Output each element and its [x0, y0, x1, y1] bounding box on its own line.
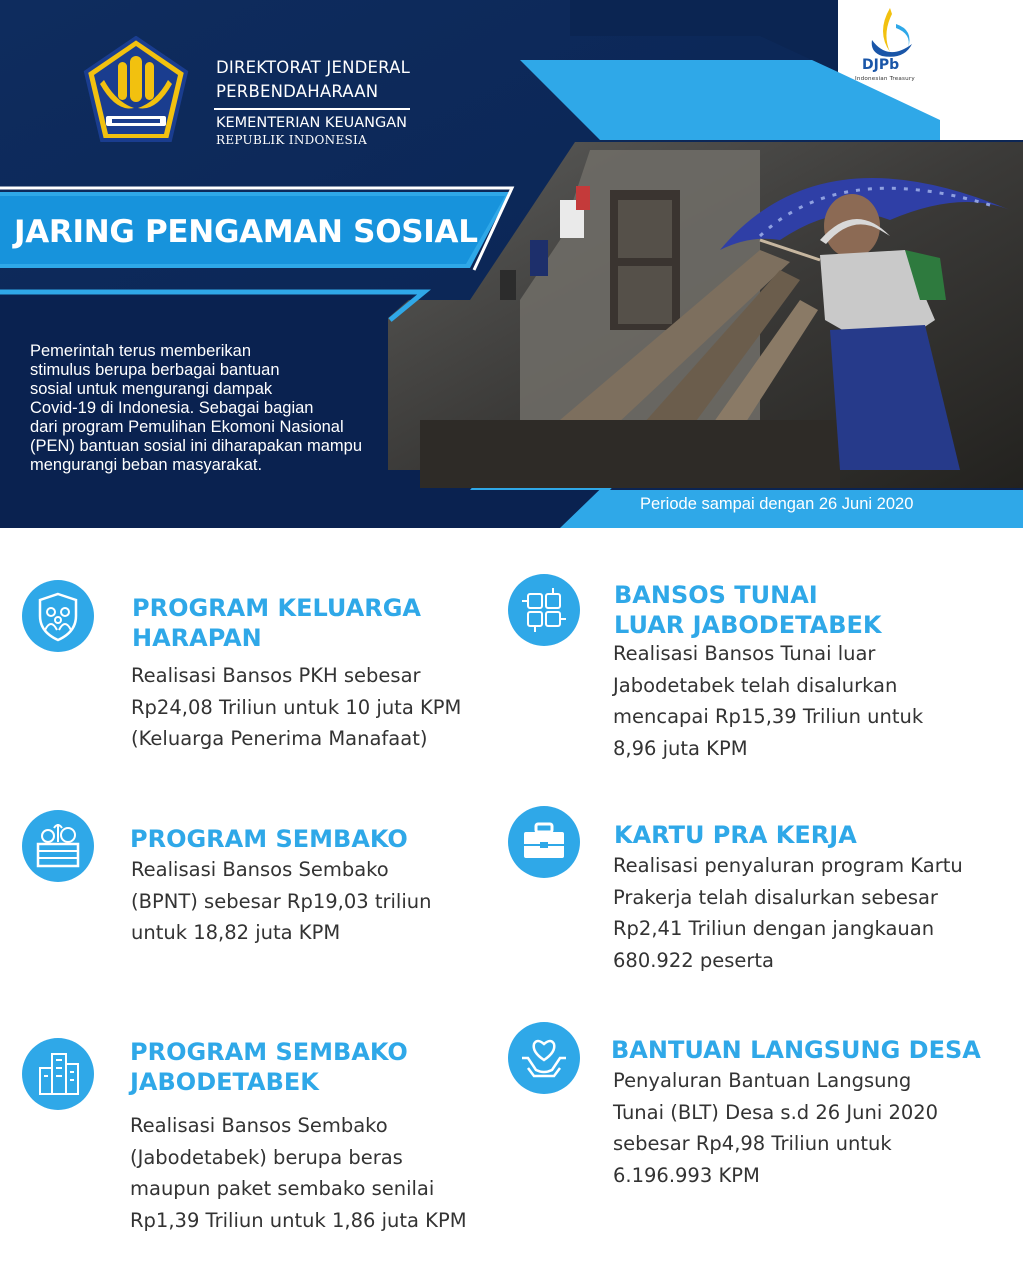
program-icon-circle — [508, 574, 580, 646]
program-desc-line: Rp1,39 Triliun untuk 1,86 juta KPM — [130, 1208, 467, 1232]
program-desc-line: (BPNT) sebesar Rp19,03 triliun — [131, 889, 432, 913]
program-desc-line: Realisasi Bansos PKH sebesar — [131, 664, 421, 687]
header-banner — [0, 0, 1023, 528]
program-desc-line: mencapai Rp15,39 Triliun untuk — [613, 705, 924, 728]
program-title-line: PROGRAM SEMBAKO — [130, 825, 408, 853]
program-desc-line: Rp2,41 Triliun dengan jangkauan — [613, 917, 935, 940]
program-title-line: BANTUAN LANGSUNG DESA — [611, 1036, 981, 1064]
program-title-line: KARTU PRA KERJA — [614, 821, 857, 849]
intro-line: mengurangi beban masyarakat. — [30, 456, 263, 474]
intro-line: Covid-19 di Indonesia. Sebagai bagian — [30, 399, 314, 417]
program-desc-line: Prakerja telah disalurkan sebesar — [613, 885, 938, 909]
program-desc-line: Rp24,08 Triliun untuk 10 juta KPM — [131, 695, 462, 719]
heart-hands-icon — [508, 1022, 580, 1094]
program-desc-line: 8,96 juta KPM — [613, 736, 748, 760]
djpb-logo-text: DJPb — [862, 57, 900, 73]
briefcase-icon — [508, 806, 580, 878]
program-title — [130, 824, 408, 854]
program-desc-line: 6.196.993 KPM — [613, 1163, 760, 1187]
program-desc-line: Penyaluran Bantuan Langsung — [613, 1069, 912, 1092]
program-desc-line: Realisasi Bansos Tunai luar — [613, 642, 876, 665]
intro-line: (PEN) bantuan sosial ini diharapakan mampu — [30, 437, 363, 455]
period-label: Periode sampai dengan 26 Juni 2020 — [640, 495, 914, 513]
ministry-name: KEMENTERIAN KEUANGAN — [216, 115, 407, 131]
program-icon-circle — [22, 810, 94, 882]
program-item-pkh — [22, 580, 502, 760]
program-title — [614, 580, 881, 640]
country-name: REPUBLIK INDONESIA — [216, 133, 368, 147]
food-basket-icon — [22, 810, 94, 882]
program-title-line: HARAPAN — [132, 624, 262, 652]
program-desc-line: Tunai (BLT) Desa s.d 26 Juni 2020 — [613, 1100, 939, 1124]
program-desc-line: untuk 18,82 juta KPM — [131, 921, 341, 944]
program-desc-line: (Keluarga Penerima Manafaat) — [131, 727, 428, 750]
program-item-bansos-tunai — [508, 574, 1008, 764]
org-divider — [214, 108, 410, 110]
program-description — [131, 660, 461, 755]
program-description — [131, 854, 432, 949]
program-title-line: PROGRAM SEMBAKO — [130, 1038, 408, 1066]
program-desc-line: 680.922 peserta — [613, 948, 774, 972]
program-item-kartu-prakerja — [508, 806, 1008, 986]
program-title — [614, 820, 857, 850]
intro-line: stimulus berupa berbagai bantuan — [30, 361, 280, 379]
program-desc-line: Jabodetabek telah disalurkan — [613, 673, 898, 697]
program-item-blt-desa — [508, 1022, 1013, 1202]
program-desc-line: sebesar Rp4,98 Triliun untuk — [613, 1132, 892, 1155]
intro-line: sosial untuk mengurangi dampak — [30, 380, 273, 398]
program-title-line: LUAR JABODETABEK — [614, 611, 882, 639]
program-description — [613, 850, 963, 976]
program-icon-circle — [22, 580, 94, 652]
program-title-line: PROGRAM KELUARGA — [132, 594, 421, 622]
intro-line: Pemerintah terus memberikan — [30, 342, 252, 360]
program-title — [130, 1037, 408, 1097]
city-buildings-icon — [22, 1038, 94, 1110]
family-shield-icon — [22, 580, 94, 652]
intro-line: dari program Pemulihan Ekomoni Nasional — [30, 418, 344, 436]
program-description — [130, 1110, 467, 1236]
program-description — [613, 1065, 938, 1191]
djpb-logo-subtext: Indonesian Treasury — [855, 76, 915, 82]
kemenkeu-emblem-icon — [82, 36, 190, 148]
program-desc-line: maupun paket sembako senilai — [130, 1177, 435, 1200]
intro-paragraph — [30, 342, 430, 475]
org-name-line2: PERBENDAHARAAN — [216, 82, 379, 101]
program-desc-line: Realisasi penyaluran program Kartu — [613, 854, 963, 877]
org-name-line1: DIREKTORAT JENDERAL — [216, 58, 411, 77]
program-item-sembako — [22, 810, 502, 950]
program-title — [611, 1035, 981, 1065]
program-title — [132, 593, 421, 653]
program-icon-circle — [508, 806, 580, 878]
program-icon-circle — [508, 1022, 580, 1094]
program-title-line: JABODETABEK — [130, 1068, 319, 1096]
program-desc-line: (Jabodetabek) berupa beras — [130, 1145, 403, 1169]
program-item-sembako-jabodetabek — [22, 1026, 512, 1246]
program-icon-circle — [22, 1038, 94, 1110]
page-title: JARING PENGAMAN SOSIAL — [14, 214, 478, 250]
program-title-line: BANSOS TUNAI — [614, 581, 818, 609]
program-desc-line: Realisasi Bansos Sembako — [130, 1114, 388, 1137]
program-description — [613, 638, 923, 764]
joined-hands-icon — [508, 574, 580, 646]
program-desc-line: Realisasi Bansos Sembako — [131, 858, 389, 881]
